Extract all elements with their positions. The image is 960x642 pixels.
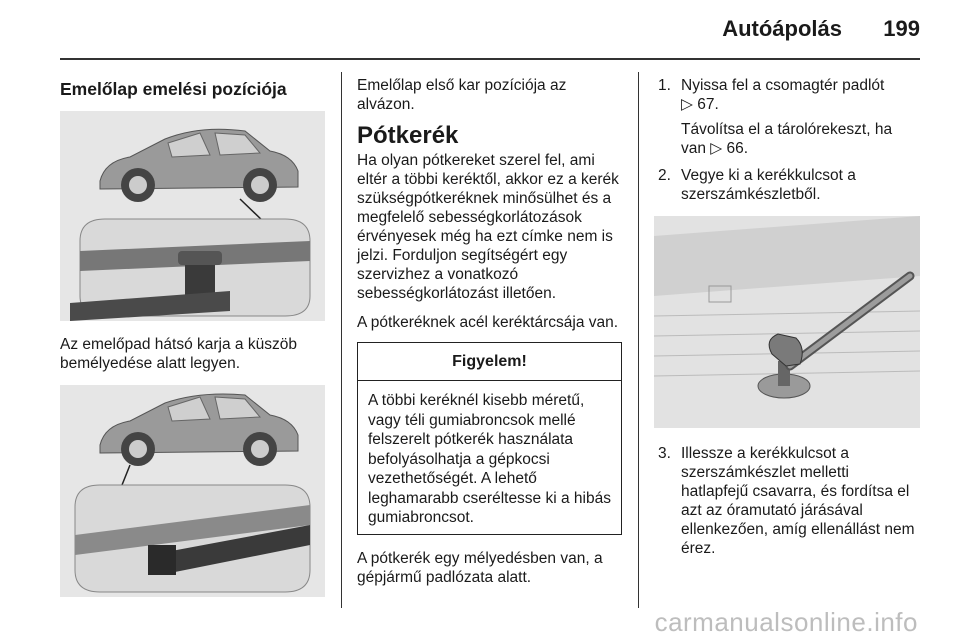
list-item: 2. Vegye ki a kerékkulcsot a szerszámkészletből. [658,167,856,203]
steps-list-continued [654,444,920,558]
steel-rim-paragraph: A pótkeréknek acél keréktárcsája van. [357,314,619,331]
watermark: carmanualsonline.info [654,607,918,637]
spare-location-paragraph: A pótkerék egy mélyedésben van, a gépjármű padlózata alatt. [357,549,603,586]
warning-box [357,342,622,535]
wheel-wrench-icon [654,216,920,428]
section-title: Autóápolás [722,16,842,41]
page-number: 199 [883,16,920,41]
wrench-illustration [654,216,920,428]
list-item: 3. Illessze a kerékkulcsot a szerszámkészlet melletti hatlapfejű csavarra, és fordítsa el azt az óramutató járásával ellenkezően, amíg ellenállást nem érez. [658,445,915,557]
column-3 [654,72,920,566]
jack-position-heading: Emelőlap emelési pozíciója [60,79,287,99]
car-sill-icon [60,385,325,597]
column-divider [638,72,639,608]
front-lift-illustration [60,111,325,321]
column-1 [60,72,325,597]
column-2 [357,72,622,597]
list-item: 1. Nyissa fel a csomagtér padlót ▷ 67. Távolítsa el a tárolórekeszt, ha van ▷ 66. [654,76,920,158]
spare-wheel-heading: Pótkerék [357,122,459,149]
warning-title: Figyelem! [358,343,621,381]
page-reference: ▷ 67. [681,96,719,113]
column-divider [341,72,342,608]
rear-lift-illustration [60,385,325,597]
header-divider [60,58,920,60]
car-lift-point-icon [60,111,325,321]
step-note: Távolítsa el a tárolórekeszt, ha van ▷ 66. [681,121,893,157]
warning-text: A többi keréknél kisebb méretű, vagy téli gumiabroncsok mellé felszerelt pótkerék használata befolyásolhatja a gépkocsi vezethetőségét. A lehető leghamarabb cseréltesse ki a hibás gumiabroncsot. [368,392,611,526]
front-arm-text: Emelőlap első kar pozíciója az alvázon. [357,77,567,113]
rear-arm-caption: Az emelőpad hátsó karja a küszöb bemélyedése alatt legyen. [60,336,297,372]
steps-list [654,76,920,204]
spare-wheel-paragraph: Ha olyan pótkereket szerel fel, ami eltér a többi keréktől, akkor ez a kerék szükségpótkeréknek minősülhet és a megfelelő sebességkorlátozások érvényesek még ha ezt címke nem is jelzi. Forduljon segítségért egy szervizhez a vonatkozó sebességkorlátozást illetően. [357,152,619,302]
